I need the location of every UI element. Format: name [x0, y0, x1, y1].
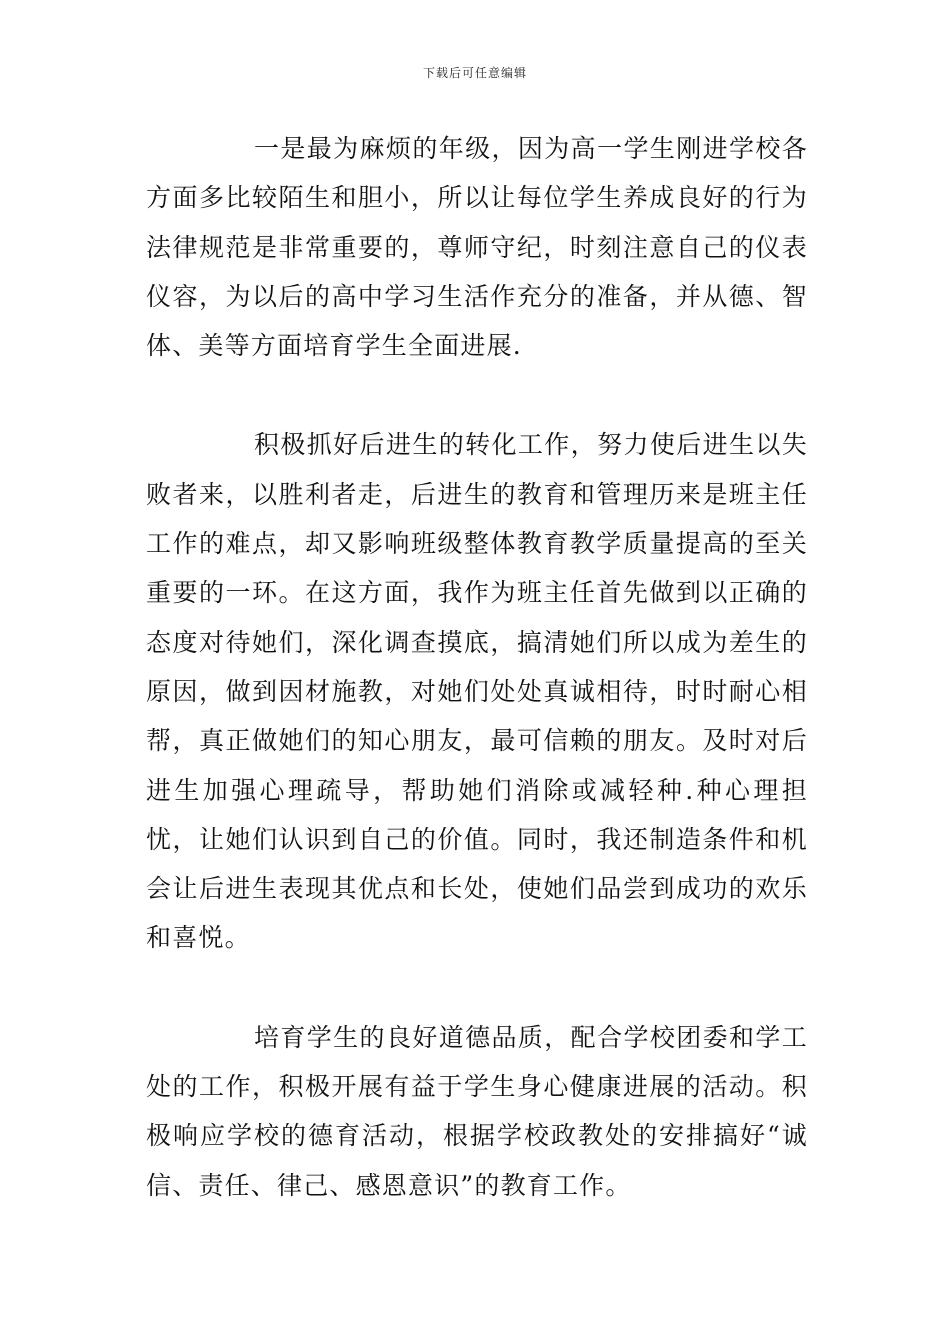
- header-note: 下载后可任意编辑: [422, 66, 527, 80]
- document-body: [146, 124, 808, 1210]
- paragraph-1: 一是最为麻烦的年级，因为高一学生刚进学校各方面多比较陌生和胆小，所以让每位学生养成良好的行为法律规范是非常重要的，尊师守纪，时刻注意自己的仪表仪容，为以后的高中学习生活作充分的准备，并从德、智体、美等方面培育学生全面进展.: [146, 134, 808, 361]
- paragraph-3: 培育学生的良好道德品质，配合学校团委和学工处的工作，积极开展有益于学生身心健康进展的活动。积极响应学校的德育活动，根据学校政教处的安排搞好“诚信、责任、律己、感恩意识”的教育工作。: [146, 1022, 808, 1200]
- paragraph-2: 积极抓好后进生的转化工作，努力使后进生以失败者来，以胜利者走，后进生的教育和管理历来是班主任工作的难点，却又影响班级整体教育教学质量提高的至关重要的一环。在这方面，我作为班主任首先做到以正确的态度对待她们，深化调查摸底，搞清她们所以成为差生的原因，做到因材施教，对她们处处真诚相待，时时耐心相帮，真正做她们的知心朋友，最可信赖的朋友。及时对后进生加强心理疏导，帮助她们消除或减轻种.种心理担忧，让她们认识到自己的价值。同时，我还制造条件和机会让后进生表现其优点和长处，使她们品尝到成功的欢乐和喜悦。: [146, 430, 808, 953]
